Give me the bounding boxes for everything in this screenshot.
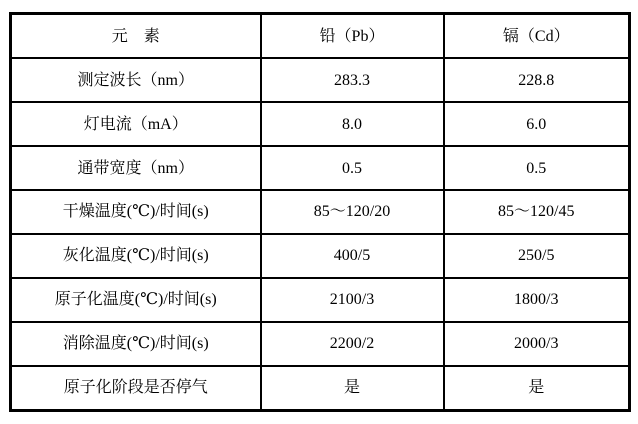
row-label-drying-temp: 干燥温度(℃)/时间(s) [11, 190, 261, 234]
table-row [11, 278, 630, 322]
table-row [11, 58, 630, 102]
pb-value-drying-temp: 85～120/20 [261, 190, 444, 234]
row-label-lamp-current: 灯电流（mA） [11, 102, 261, 146]
row-label-atomization-temp: 原子化温度(℃)/时间(s) [11, 278, 261, 322]
row-label-cleanout-temp: 消除温度(℃)/时间(s) [11, 322, 261, 366]
cd-value-drying-temp: 85～120/45 [444, 190, 630, 234]
header-cadmium-cd: 镉（Cd） [444, 14, 630, 59]
table-row [11, 190, 630, 234]
header-element: 元 素 [11, 14, 261, 59]
cd-value-wavelength: 228.8 [444, 58, 630, 102]
table-row [11, 102, 630, 146]
table-row [11, 234, 630, 278]
cd-value-cleanout-temp: 2000/3 [444, 322, 630, 366]
cd-value-bandwidth: 0.5 [444, 146, 630, 190]
table-row [11, 366, 630, 411]
pb-value-gas-stop: 是 [261, 366, 444, 411]
row-label-bandwidth: 通带宽度（nm） [11, 146, 261, 190]
pb-value-bandwidth: 0.5 [261, 146, 444, 190]
header-lead-pb: 铅（Pb） [261, 14, 444, 59]
pb-value-lamp-current: 8.0 [261, 102, 444, 146]
cd-value-ashing-temp: 250/5 [444, 234, 630, 278]
row-label-wavelength: 测定波长（nm） [11, 58, 261, 102]
cd-value-gas-stop: 是 [444, 366, 630, 411]
cd-value-atomization-temp: 1800/3 [444, 278, 630, 322]
row-label-ashing-temp: 灰化温度(℃)/时间(s) [11, 234, 261, 278]
cd-value-lamp-current: 6.0 [444, 102, 630, 146]
pb-value-wavelength: 283.3 [261, 58, 444, 102]
row-label-gas-stop: 原子化阶段是否停气 [11, 366, 261, 411]
table-header-row [11, 14, 630, 59]
pb-value-cleanout-temp: 2200/2 [261, 322, 444, 366]
table-row [11, 146, 630, 190]
table-row [11, 322, 630, 366]
pb-value-atomization-temp: 2100/3 [261, 278, 444, 322]
pb-value-ashing-temp: 400/5 [261, 234, 444, 278]
parameters-table [9, 12, 631, 412]
